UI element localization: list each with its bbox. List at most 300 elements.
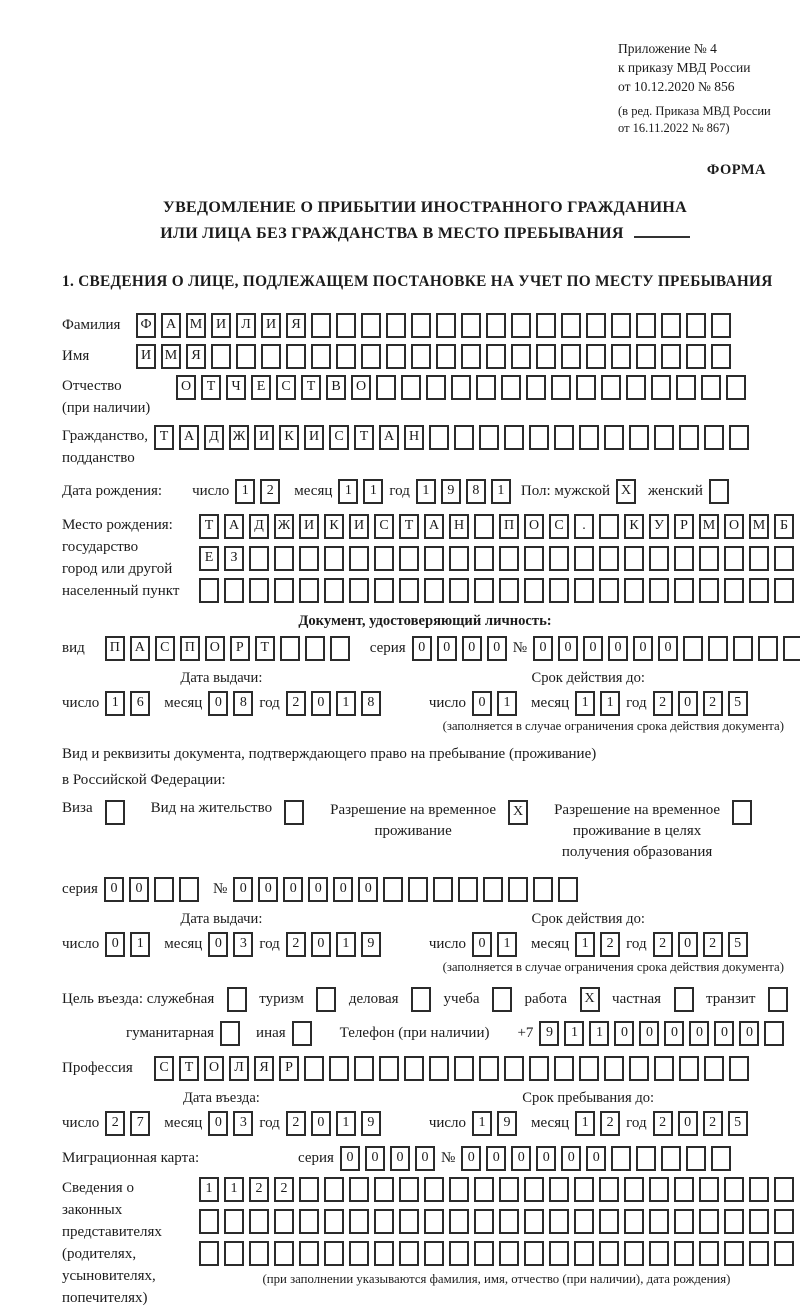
amendment-line: от 16.11.2022 № 867) [618,120,730,135]
doc-type-cells [105,636,350,661]
char-cell: О [724,514,744,539]
char-cell: 1 [575,691,595,716]
char-cell: 0 [487,636,507,661]
phone-prefix: +7 [517,1024,534,1041]
char-cell [624,578,644,603]
birth-month-cells [338,479,383,504]
char-cell [554,425,574,450]
representatives-row2-cells [199,1209,794,1234]
representatives-rows [199,1177,794,1287]
char-cell [599,1177,619,1202]
char-cell: К [324,514,344,539]
char-cell [624,546,644,571]
purpose-business-label: деловая [348,990,399,1007]
char-cell: 1 [338,479,358,504]
char-cell [499,546,519,571]
field-patronymic [62,375,788,419]
mc-series-label: серия [298,1149,334,1166]
char-cell [549,578,569,603]
char-cell: Р [279,1056,299,1081]
year-label: год [626,935,647,952]
char-cell: 0 [678,1111,698,1136]
purpose-row [62,987,788,1012]
char-cell [399,1209,419,1234]
char-cell [299,1177,319,1202]
identity-doc-dates [62,670,788,716]
edu-permit-line2: проживание в целях [572,822,702,839]
char-cell [654,425,674,450]
month-label: месяц [531,1114,570,1131]
year-label: год [626,694,647,711]
char-cell: 1 [363,479,383,504]
char-cell [299,578,319,603]
month-label: месяц [164,935,203,952]
char-cell [199,578,219,603]
char-cell: П [105,636,125,661]
char-cell: 1 [105,691,125,716]
char-cell [408,877,428,902]
char-cell: 0 [608,636,628,661]
char-cell: 9 [497,1111,517,1136]
entry-month-cells [208,1111,253,1136]
char-cell: 1 [130,932,150,957]
representatives-label-line1: Сведения о [62,1179,134,1196]
entry-date-heading: Дата въезда: [182,1089,260,1106]
char-cell [708,636,728,661]
mc-series-cells [340,1146,435,1171]
char-cell: 9 [361,1111,381,1136]
section1-heading: 1. СВЕДЕНИЯ О ЛИЦЕ, ПОДЛЕЖАЩЕМ ПОСТАНОВКЕ НА УЧЕТ ПО МЕСТУ ПРЕБЫВАНИЯ [62,272,773,290]
char-cell [511,344,531,369]
month-label: месяц [164,1114,203,1131]
char-cell [249,546,269,571]
appendix-line: Приложение № 4 [618,41,717,56]
char-cell: П [180,636,200,661]
doc-type-label: вид [62,639,85,656]
char-cell [724,1209,744,1234]
char-cell [749,1209,769,1234]
char-cell: И [261,313,281,338]
char-cell [454,1056,474,1081]
char-cell [574,1177,594,1202]
char-cell [699,546,719,571]
char-cell [699,578,719,603]
char-cell [501,375,521,400]
char-cell: 0 [689,1021,709,1046]
char-cell: О [204,1056,224,1081]
char-cell [401,375,421,400]
char-cell [330,636,350,661]
residence-options-row [62,800,788,863]
char-cell: 7 [130,1111,150,1136]
residence-number-label: № [212,880,228,897]
document-title [62,195,788,246]
char-cell [436,344,456,369]
validity-note: (заполняется в случае ограничения срока действия документа) [442,959,784,974]
work-checkbox: X [580,987,600,1012]
char-cell [524,546,544,571]
char-cell: 1 [336,691,356,716]
field-given-name [62,344,788,369]
day-label: число [428,1114,467,1131]
year-label: год [626,1114,647,1131]
given-name-cells [136,344,731,369]
char-cell: 3 [233,932,253,957]
patronymic-label [62,375,170,419]
char-cell [524,578,544,603]
char-cell [458,877,478,902]
migration-card-label: Миграционная карта: [62,1150,200,1167]
char-cell [749,1177,769,1202]
char-cell: 1 [199,1177,219,1202]
char-cell: 5 [728,1111,748,1136]
char-cell: 2 [260,479,280,504]
char-cell [774,578,794,603]
char-cell [474,514,494,539]
char-cell: Я [186,344,206,369]
char-cell [179,877,199,902]
char-cell [586,344,606,369]
male-checkbox: X [616,479,636,504]
patronymic-cells [176,375,746,400]
char-cell: 0 [462,636,482,661]
char-cell: 9 [361,932,381,957]
amendment-block [618,103,788,137]
char-cell [711,1146,731,1171]
edu-permit-checkbox [732,800,752,825]
char-cell: К [624,514,644,539]
char-cell: 1 [472,1111,492,1136]
char-cell [404,1056,424,1081]
female-checkbox [709,479,729,504]
char-cell: Д [204,425,224,450]
char-cell: Е [199,546,219,571]
char-cell [311,344,331,369]
char-cell [611,344,631,369]
char-cell [526,375,546,400]
char-cell: 1 [564,1021,584,1046]
char-cell: 0 [311,691,331,716]
char-cell [199,1241,219,1266]
char-cell [604,1056,624,1081]
day-label: число [62,935,100,952]
field-birthplace [62,514,788,603]
char-cell [624,1209,644,1234]
birthplace-row2-cells [199,546,794,571]
char-cell [704,1056,724,1081]
char-cell: 2 [600,1111,620,1136]
identity-doc-row [62,636,788,661]
char-cell [561,344,581,369]
birthplace-label-line4: населенный пункт [62,582,180,599]
char-cell: С [276,375,296,400]
title-line-2: ИЛИ ЛИЦА БЕЗ ГРАЖДАНСТВА В МЕСТО ПРЕБЫВАНИЯ [62,221,788,247]
char-cell: 2 [286,691,306,716]
char-cell: С [374,514,394,539]
representatives-label-line6: попечителях) [62,1289,148,1306]
birthplace-row1-cells [199,514,794,539]
valid-day-cells [472,691,517,716]
purpose-label: Цель въезда: служебная [62,990,215,1007]
char-cell [674,1209,694,1234]
char-cell: П [499,514,519,539]
char-cell: Л [229,1056,249,1081]
char-cell [476,375,496,400]
char-cell: Н [449,514,469,539]
mc-number-label: № [440,1149,456,1166]
char-cell [376,375,396,400]
issue-date-heading: Дата выдачи: [180,910,263,927]
representatives-label-line4: (родителях, [62,1245,137,1262]
char-cell [426,375,446,400]
char-cell: 0 [678,691,698,716]
char-cell [280,636,300,661]
char-cell: Т [301,375,321,400]
identity-doc-heading: Документ, удостоверяющий личность: [298,612,552,629]
char-cell [783,636,800,661]
char-cell: И [299,514,319,539]
char-cell: Б [774,514,794,539]
char-cell [683,636,703,661]
char-cell: 0 [311,932,331,957]
char-cell [454,425,474,450]
char-cell [449,1241,469,1266]
char-cell: 0 [633,636,653,661]
purpose-tourism-label: туризм [259,990,304,1007]
char-cell: Ж [229,425,249,450]
char-cell [504,1056,524,1081]
char-cell: 0 [561,1146,581,1171]
char-cell: Я [286,313,306,338]
char-cell [729,425,749,450]
char-cell [424,578,444,603]
transit-checkbox [768,987,788,1012]
char-cell [529,425,549,450]
char-cell [336,313,356,338]
char-cell [686,344,706,369]
char-cell: 8 [233,691,253,716]
humanitarian-checkbox [220,1021,240,1046]
char-cell: 0 [365,1146,385,1171]
stay-until-heading: Срок пребывания до: [522,1089,655,1106]
appendix-block [618,40,788,136]
char-cell: 0 [390,1146,410,1171]
char-cell [324,1209,344,1234]
char-cell [733,636,753,661]
char-cell [508,877,528,902]
char-cell: 2 [653,691,673,716]
entry-year-cells [286,1111,381,1136]
char-cell [699,1241,719,1266]
year-label: год [259,1114,280,1131]
char-cell: Т [154,425,174,450]
char-cell: 2 [703,1111,723,1136]
char-cell: 0 [437,636,457,661]
char-cell: Т [201,375,221,400]
char-cell [599,514,619,539]
char-cell [724,546,744,571]
issue-date-group [62,670,381,716]
char-cell [274,578,294,603]
representatives-label-line3: представителях [62,1223,162,1240]
char-cell: 2 [249,1177,269,1202]
char-cell: А [130,636,150,661]
entry-dates [62,1090,788,1136]
residence-series-row [62,877,788,902]
char-cell [374,578,394,603]
char-cell: Т [255,636,275,661]
char-cell: Т [179,1056,199,1081]
char-cell: О [205,636,225,661]
char-cell [574,578,594,603]
char-cell: 0 [415,1146,435,1171]
char-cell: А [379,425,399,450]
sex-female-label: женский [648,482,703,499]
year-label: год [389,482,410,499]
char-cell: 2 [286,1111,306,1136]
char-cell: И [254,425,274,450]
profession-cells [154,1056,749,1081]
char-cell [599,578,619,603]
char-cell: Ч [226,375,246,400]
char-cell: 5 [728,691,748,716]
representatives-label [62,1177,193,1309]
char-cell [649,1177,669,1202]
doc-number-label: № [512,639,527,656]
char-cell [704,425,724,450]
surname-cells [136,313,731,338]
residence-doc-line1: Вид и реквизиты документа, подтверждающего право на пребывание (проживание) [62,745,597,762]
char-cell [701,375,721,400]
char-cell [724,1177,744,1202]
char-cell [524,1241,544,1266]
form-word: ФОРМА [706,162,766,179]
char-cell: К [279,425,299,450]
valid-day-cells [472,932,517,957]
citizenship-cells [154,425,749,450]
char-cell [324,578,344,603]
char-cell: 2 [653,1111,673,1136]
char-cell [274,1209,294,1234]
char-cell: 9 [441,479,461,504]
visa-label: Виза [62,799,93,816]
char-cell [711,313,731,338]
char-cell [224,1209,244,1234]
migration-card-row [62,1146,788,1171]
temp-permit-line1: Разрешение на временное [330,801,497,818]
char-cell [699,1209,719,1234]
char-cell: Д [249,514,269,539]
char-cell [449,578,469,603]
doc-series-cells [412,636,507,661]
char-cell: А [224,514,244,539]
char-cell: 0 [472,932,492,957]
char-cell: М [161,344,181,369]
representatives-label-line2: законных [62,1201,123,1218]
doc-series-label: серия [369,639,406,656]
char-cell [674,1241,694,1266]
char-cell [261,344,281,369]
field-citizenship [62,425,788,469]
char-cell [649,1241,669,1266]
char-cell [483,877,503,902]
char-cell [436,313,456,338]
char-cell [499,1209,519,1234]
char-cell [601,375,621,400]
citizenship-label [62,425,148,469]
char-cell: 1 [600,691,620,716]
char-cell [626,375,646,400]
char-cell [624,1241,644,1266]
char-cell [451,375,471,400]
char-cell: С [329,425,349,450]
representatives-row1-cells [199,1177,794,1202]
char-cell [349,1241,369,1266]
char-cell [529,1056,549,1081]
birthplace-rows [199,514,794,603]
char-cell [574,1209,594,1234]
profession-label: Профессия [62,1060,133,1077]
char-cell [549,1177,569,1202]
char-cell [486,313,506,338]
char-cell [399,578,419,603]
char-cell [499,1241,519,1266]
char-cell [274,1241,294,1266]
char-cell [599,1241,619,1266]
char-cell: Т [354,425,374,450]
char-cell: 1 [336,932,356,957]
char-cell: 0 [105,932,125,957]
char-cell [499,1177,519,1202]
residence-number-cells [233,877,578,902]
char-cell [411,313,431,338]
char-cell [305,636,325,661]
char-cell [449,546,469,571]
mc-number-cells [461,1146,731,1171]
month-label: месяц [531,694,570,711]
patronymic-label-line1: Отчество [62,377,122,394]
char-cell: 6 [130,691,150,716]
char-cell [576,375,596,400]
purpose-study-label: учеба [443,990,480,1007]
char-cell: А [179,425,199,450]
char-cell: А [161,313,181,338]
char-cell [724,1241,744,1266]
char-cell [424,1241,444,1266]
char-cell [774,1209,794,1234]
char-cell [354,1056,374,1081]
char-cell: 1 [491,479,511,504]
char-cell [349,1209,369,1234]
char-cell [554,1056,574,1081]
char-cell: 2 [274,1177,294,1202]
official-checkbox [227,987,247,1012]
char-cell [629,1056,649,1081]
char-cell [379,1056,399,1081]
char-cell [449,1209,469,1234]
char-cell [474,578,494,603]
char-cell [636,313,656,338]
char-cell [649,1209,669,1234]
char-cell: 0 [358,877,378,902]
char-cell [599,1209,619,1234]
char-cell: 8 [466,479,486,504]
char-cell [429,1056,449,1081]
char-cell: Т [399,514,419,539]
amendment-line: (в ред. Приказа МВД России [618,103,771,118]
sex-male-label: Пол: мужской [520,482,611,499]
char-cell [749,546,769,571]
